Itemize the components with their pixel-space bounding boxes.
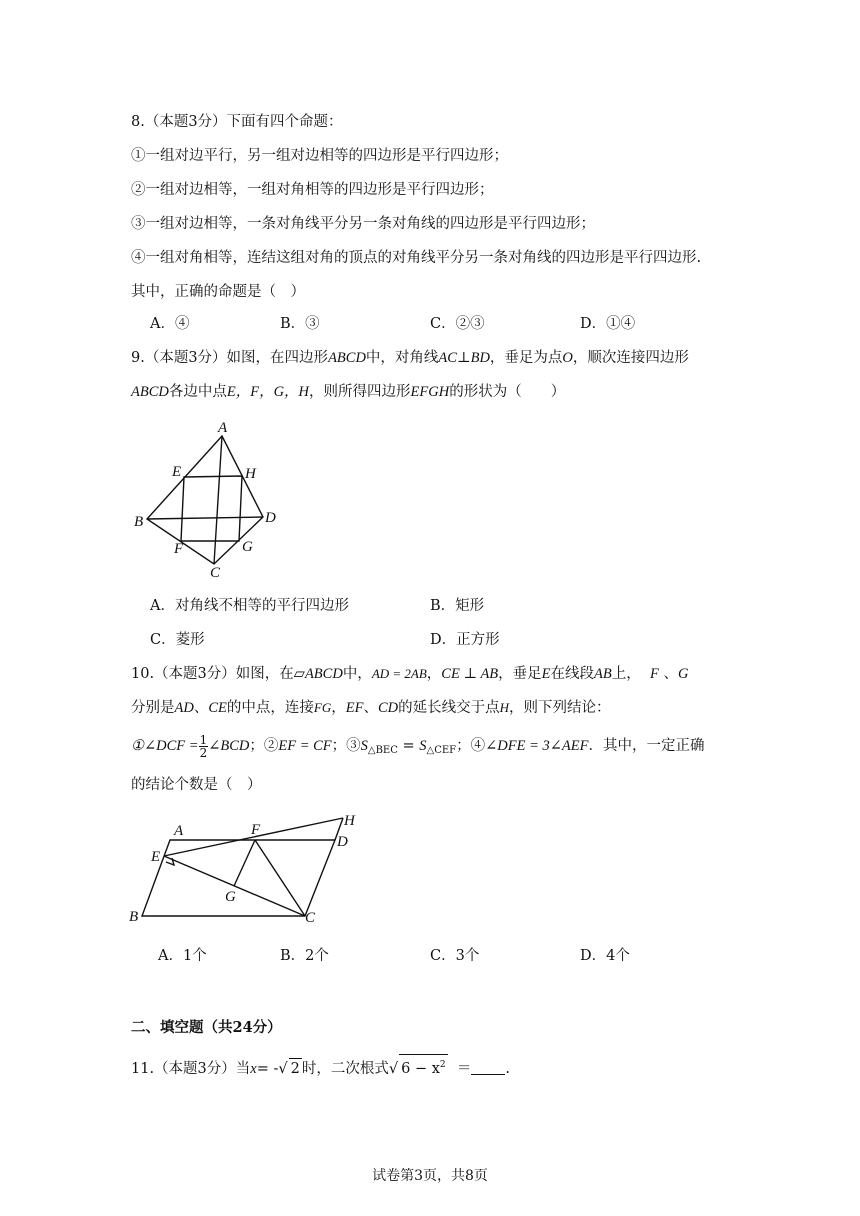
q8-proposition-1: ①一组对边平行，另一组对边相等的四边形是平行四边形；: [131, 148, 508, 164]
q9-option-c[interactable]: C．菱形: [150, 632, 205, 648]
q10-label-c: C: [305, 910, 316, 926]
q11-radical: $6 - x^2$: [399, 1054, 448, 1079]
q11-sqrt-2: 2: [289, 1058, 302, 1079]
section-heading-fill-in: 二、填空题（共24分）: [131, 1019, 282, 1036]
q8-option-a[interactable]: A．④: [150, 316, 190, 332]
q9-quad-efgh: [181, 476, 242, 541]
q9-diagonal-ac: [214, 436, 222, 564]
q10-label-a: A: [174, 823, 184, 839]
q10-line-fg: [234, 840, 255, 886]
q10-parallelogram: [142, 840, 335, 916]
q9-label-h: H: [245, 466, 256, 482]
q9-label-d: D: [265, 510, 276, 526]
q10-option-d[interactable]: D．4个: [580, 948, 630, 964]
q9-label-g: G: [242, 539, 253, 555]
q10-conclusions: ①∠DCF = $\frac{1}{2}$ ∠BCD；②EF = CF；$③S_{\triangle BEC} = S_{\triangle CEF}$；④∠DFE = 3∠AEF．其中，一定正确: [131, 732, 705, 760]
q10-option-b[interactable]: B．2个: [280, 948, 329, 964]
q9-label-f: F: [174, 541, 184, 557]
q8-proposition-3: ③一组对边相等，一条对角线平分另一条对角线的四边形是平行四边形；: [131, 216, 595, 232]
q10-label-h: H: [344, 813, 355, 829]
q9-label-b: B: [134, 514, 144, 530]
q9-option-d[interactable]: D．正方形: [430, 632, 500, 648]
q8-option-d[interactable]: D．①④: [580, 316, 636, 332]
q9-option-b[interactable]: B．矩形: [430, 598, 485, 614]
page-footer: 试卷第3页，共8页: [372, 1168, 488, 1184]
q9-label-e: E: [172, 464, 182, 480]
q8-ask: 其中，正确的命题是（ ）: [131, 284, 305, 300]
q9-label-c: C: [210, 565, 221, 581]
q10-fraction: $\frac{1}{2}$: [199, 732, 208, 760]
q11-answer-blank[interactable]: [471, 1060, 505, 1075]
q10-line-fc: [255, 840, 305, 916]
q10-stem-line1: 10.（本题3分）如图，在▱ABCD中，AD = 2AB，CE ⊥ AB，垂足E在线段AB上， F 、G: [131, 666, 689, 682]
q10-label-g: G: [225, 889, 236, 905]
q10-label-d: D: [337, 834, 348, 850]
q10-label-b: B: [129, 909, 139, 925]
q8-option-b[interactable]: B．③: [280, 316, 320, 332]
q10-label-e: E: [151, 849, 161, 865]
q10-label-f: F: [251, 822, 261, 838]
q10-stem-line2: 分别是AD、CE的中点，连接FG，EF、CD的延长线交于点H，则下列结论：: [131, 700, 611, 716]
q10-option-a[interactable]: A．1个: [158, 948, 207, 964]
q9-option-a[interactable]: A．对角线不相等的平行四边形: [150, 598, 349, 614]
q8-option-c[interactable]: C．②③: [430, 316, 485, 332]
q9-label-a: A: [218, 420, 228, 436]
q8-proposition-2: ②一组对边相等，一组对角相等的四边形是平行四边形；: [131, 182, 494, 198]
q9-stem-line1: 9.（本题3分）如图，在四边形ABCD中，对角线AC⊥BD，垂足为点O，顺次连接四边形: [131, 350, 689, 366]
q9-stem-line2: ABCD各边中点E，F，G，H，则所得四边形EFGH的形状为（ ）: [131, 384, 566, 400]
q10-ask: 的结论个数是（ ）: [131, 777, 262, 793]
q8-proposition-4: ④一组对角相等，连结这组对角的顶点的对角线平分另一条对角线的四边形是平行四边形.: [131, 250, 702, 266]
q10-option-c[interactable]: C．3个: [430, 948, 480, 964]
q11-stem: 11.（本题3分）当x= -√ 2 时，二次根式√ $6 - x^2$ ＝ .: [131, 1054, 510, 1079]
q8-stem: 8.（本题3分）下面有四个命题：: [131, 114, 343, 130]
q9-diagonal-bd: [147, 517, 263, 519]
